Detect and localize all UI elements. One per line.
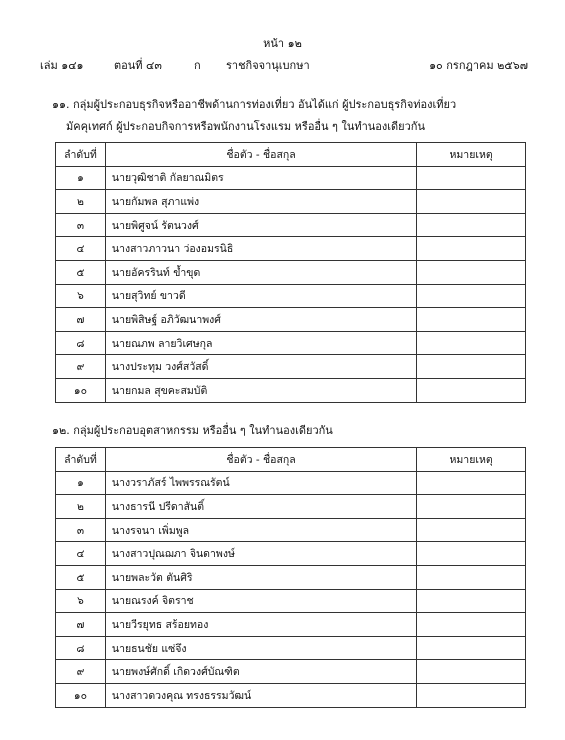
- row-name: นายธนชัย แซ่จึง: [105, 636, 416, 660]
- row-number: ๗: [56, 308, 106, 332]
- row-number: ๖: [56, 284, 106, 308]
- row-remark: [417, 613, 526, 637]
- table-row: [56, 378, 526, 402]
- row-number: ๑๐: [56, 683, 106, 707]
- table-row: [56, 284, 526, 308]
- section-11-title: ๑๑. กลุ่มผู้ประกอบธุรกิจหรืออาชีพด้านการท่องเที่ยว อันได้แก่ ผู้ประกอบธุรกิจท่องเที่ยว: [52, 98, 457, 111]
- row-name: นายณภพ ลายวิเศษกุล: [105, 331, 416, 355]
- row-name: นายกัมพล สุภาแพ่ง: [105, 190, 416, 214]
- row-name: นายณรงค์ จิตราช: [105, 589, 416, 613]
- row-remark: [417, 331, 526, 355]
- row-name: นายสุวิทย์ ขาวดี: [105, 284, 416, 308]
- row-number: ๘: [56, 331, 106, 355]
- row-number: ๔: [56, 542, 106, 566]
- table-header-row: [56, 448, 526, 472]
- row-remark: [417, 308, 526, 332]
- row-name: นายพงษ์ศักดิ์ เกิดวงศ์บัณฑิต: [105, 660, 416, 684]
- row-number: ๔: [56, 237, 106, 261]
- row-number: ๑: [56, 166, 106, 190]
- row-number: ๖: [56, 589, 106, 613]
- row-remark: [417, 683, 526, 707]
- row-number: ๕: [56, 565, 106, 589]
- part-label: ก: [194, 59, 201, 72]
- row-name: นางรจนา เพิ่มพูล: [105, 518, 416, 542]
- row-name: นางธารนี ปรีดาสันติ์: [105, 495, 416, 519]
- row-name: นายพิสิษฐ์ อภิวัฒนาพงศ์: [105, 308, 416, 332]
- row-name: นางสาวปุณฌภา จินดาพงษ์: [105, 542, 416, 566]
- row-number: ๒: [56, 190, 106, 214]
- row-name: นางวราภัสร์ ไพพรรณรัตน์: [105, 471, 416, 495]
- row-number: ๙: [56, 660, 106, 684]
- table-row: [56, 565, 526, 589]
- row-name: นางประทุม วงศ์สวัสดิ์: [105, 355, 416, 379]
- row-remark: [417, 378, 526, 402]
- table-row: [56, 636, 526, 660]
- table-row: [56, 589, 526, 613]
- section-12-title: ๑๒. กลุ่มผู้ประกอบอุตสาหกรรม หรืออื่น ๆ ในทำนองเดียวกัน: [52, 424, 333, 437]
- row-remark: [417, 589, 526, 613]
- table-row: [56, 190, 526, 214]
- row-remark: [417, 518, 526, 542]
- row-number: ๓: [56, 213, 106, 237]
- row-remark: [417, 213, 526, 237]
- row-remark: [417, 355, 526, 379]
- table-header-row: [56, 143, 526, 167]
- row-number: ๗: [56, 613, 106, 637]
- row-name: นายวุฒิชาติ กัลยาณมิตร: [105, 166, 416, 190]
- table-row: [56, 518, 526, 542]
- row-name: นายอัครรินท์ ข้ำขุด: [105, 260, 416, 284]
- column-header-no: ลำดับที่: [56, 143, 106, 167]
- section-12-table: [55, 447, 526, 708]
- row-number: ๑: [56, 471, 106, 495]
- row-number: ๑๐: [56, 378, 106, 402]
- table-row: [56, 495, 526, 519]
- section-11-table: [55, 142, 526, 403]
- row-remark: [417, 495, 526, 519]
- row-name: นางสาวดวงคุณ ทรงธรรมวัฒน์: [105, 683, 416, 707]
- row-remark: [417, 284, 526, 308]
- table-row: [56, 166, 526, 190]
- row-remark: [417, 260, 526, 284]
- table-row: [56, 237, 526, 261]
- row-name: นางสาวภาวนา ว่องอมรนิธิ: [105, 237, 416, 261]
- table-row: [56, 213, 526, 237]
- table-row: [56, 355, 526, 379]
- column-header-name: ชื่อตัว - ชื่อสกุล: [105, 143, 416, 167]
- row-name: นายกมล สุขคะสมบัติ: [105, 378, 416, 402]
- row-remark: [417, 166, 526, 190]
- column-header-no: ลำดับที่: [56, 448, 106, 472]
- table-row: [56, 542, 526, 566]
- row-name: นายพละวัต ตันศิริ: [105, 565, 416, 589]
- table-row: [56, 683, 526, 707]
- row-name: นายวีรยุทธ สร้อยทอง: [105, 613, 416, 637]
- row-remark: [417, 660, 526, 684]
- gazette-name: ราชกิจจานุเบกษา: [226, 59, 310, 72]
- table-row: [56, 471, 526, 495]
- row-number: ๓: [56, 518, 106, 542]
- row-number: ๒: [56, 495, 106, 519]
- column-header-name: ชื่อตัว - ชื่อสกุล: [105, 448, 416, 472]
- row-name: นายพิศูจน์ รัตนวงศ์: [105, 213, 416, 237]
- table-row: [56, 260, 526, 284]
- table-row: [56, 660, 526, 684]
- table-row: [56, 308, 526, 332]
- issue-date: ๑๐ กรกฎาคม ๒๕๖๗: [429, 59, 528, 72]
- column-header-remark: หมายเหตุ: [417, 448, 526, 472]
- volume-label: เล่ม ๑๔๑: [40, 59, 84, 72]
- row-remark: [417, 471, 526, 495]
- row-number: ๙: [56, 355, 106, 379]
- table-row: [56, 613, 526, 637]
- issue-label: ตอนที่ ๔๓: [114, 59, 162, 72]
- row-remark: [417, 542, 526, 566]
- table-row: [56, 331, 526, 355]
- section-11-title-continued: มัคคุเทศก์ ผู้ประกอบกิจการหรือพนักงานโรงแรม หรืออื่น ๆ ในทำนองเดียวกัน: [66, 120, 425, 133]
- row-remark: [417, 565, 526, 589]
- row-remark: [417, 237, 526, 261]
- row-number: ๘: [56, 636, 106, 660]
- page-number: หน้า ๑๒: [263, 37, 302, 50]
- row-remark: [417, 636, 526, 660]
- row-number: ๕: [56, 260, 106, 284]
- row-remark: [417, 190, 526, 214]
- column-header-remark: หมายเหตุ: [417, 143, 526, 167]
